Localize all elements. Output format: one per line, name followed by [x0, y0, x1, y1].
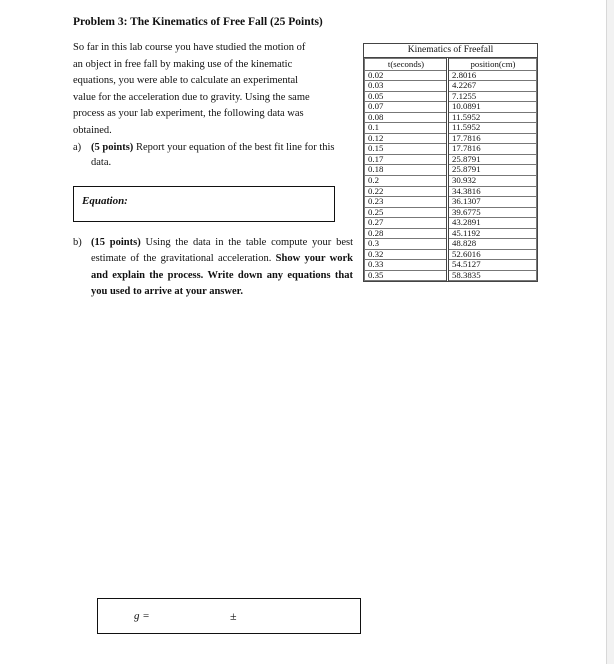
position-cell: 17.7816: [448, 144, 537, 155]
position-cell: 30.932: [448, 175, 537, 186]
part-b-text: Using the data in the table compute your best estimate of the gravitational acceleration.: [91, 237, 353, 265]
time-cell: 0.02: [365, 70, 448, 81]
table-row: [365, 165, 537, 176]
table-row: [365, 123, 537, 134]
time-cell: 0.28: [365, 228, 448, 239]
time-cell: 0.25: [365, 207, 448, 218]
table-row: [365, 175, 537, 186]
part-b-bold-text: Show your work and explain the process. Write down any equations that you used to arrive at your answer.: [91, 253, 354, 298]
time-cell: 0.17: [365, 154, 448, 165]
time-cell: 0.1: [365, 123, 448, 134]
table-row: [365, 112, 537, 123]
time-cell: 0.27: [365, 218, 448, 229]
time-cell: 0.22: [365, 186, 448, 197]
position-cell: 25.8791: [448, 165, 537, 176]
time-cell: 0.05: [365, 91, 448, 102]
time-cell: 0.12: [365, 133, 448, 144]
part-a-label: a): [73, 142, 82, 153]
time-cell: 0.03: [365, 81, 448, 92]
g-answer-box[interactable]: [97, 598, 361, 634]
data-table: [364, 58, 537, 281]
time-cell: 0.33: [365, 260, 448, 271]
time-cell: 0.32: [365, 249, 448, 260]
part-b-label: b): [73, 237, 82, 248]
table-row: [365, 239, 537, 250]
position-cell: 43.2891: [448, 218, 537, 229]
time-cell: 0.35: [365, 270, 448, 281]
col-header-time: t(seconds): [365, 59, 448, 71]
part-a-text: Report your equation of the best fit line for this data.: [91, 142, 335, 168]
position-cell: 10.0891: [448, 102, 537, 113]
table-row: [365, 197, 537, 208]
table-row: [365, 154, 537, 165]
part-a-body: [91, 140, 353, 170]
intro-line: obtained.: [73, 124, 112, 136]
table-row: [365, 228, 537, 239]
intro-line: equations, you were able to calculate an experimental: [73, 75, 299, 87]
part-a-points: (5 points): [91, 142, 134, 153]
time-cell: 0.15: [365, 144, 448, 155]
position-cell: 17.7816: [448, 133, 537, 144]
position-cell: 11.5952: [448, 112, 537, 123]
part-b-question: [73, 235, 353, 301]
table-row: [365, 102, 537, 113]
position-cell: 39.6775: [448, 207, 537, 218]
time-cell: 0.07: [365, 102, 448, 113]
position-cell: 52.6016: [448, 249, 537, 260]
position-cell: 4.2267: [448, 81, 537, 92]
table-row: [365, 144, 537, 155]
intro-line: So far in this lab course you have studied the motion of: [73, 42, 306, 53]
g-label: g =: [134, 610, 150, 622]
intro-line: an object in free fall by making use of the kinematic: [73, 58, 293, 70]
position-cell: 45.1192: [448, 228, 537, 239]
position-cell: 48.828: [448, 239, 537, 250]
table-row: [365, 270, 537, 281]
table-row: [365, 186, 537, 197]
table-row: [365, 260, 537, 271]
equation-answer-box[interactable]: [73, 186, 335, 222]
time-cell: 0.08: [365, 112, 448, 123]
table-row: [365, 207, 537, 218]
position-cell: 54.5127: [448, 260, 537, 271]
part-a-question: [73, 140, 353, 170]
table-row: [365, 218, 537, 229]
plus-minus-symbol: ±: [230, 609, 237, 623]
time-cell: 0.18: [365, 165, 448, 176]
part-b-body: [91, 235, 353, 301]
position-cell: 36.1307: [448, 197, 537, 208]
table-row: [365, 91, 537, 102]
freefall-data-table: [363, 43, 538, 282]
problem-title: Problem 3: The Kinematics of Free Fall (25 Points): [73, 16, 323, 28]
time-cell: 0.23: [365, 197, 448, 208]
table-row: [365, 249, 537, 260]
equation-label: Equation:: [82, 195, 128, 207]
position-cell: 34.3816: [448, 186, 537, 197]
intro-line: value for the acceleration due to gravity. Using the same: [73, 91, 310, 103]
position-cell: 11.5952: [448, 123, 537, 134]
table-row: [365, 133, 537, 144]
intro-line: process as your lab experiment, the following data was: [73, 108, 304, 120]
position-cell: 2.8016: [448, 70, 537, 81]
problem-intro: [73, 40, 345, 140]
table-row: [365, 81, 537, 92]
position-cell: 25.8791: [448, 154, 537, 165]
time-cell: 0.3: [365, 239, 448, 250]
col-header-position: position(cm): [448, 59, 537, 71]
table-title: Kinematics of Freefall: [364, 44, 537, 58]
position-cell: 7.1255: [448, 91, 537, 102]
part-b-points: (15 points): [91, 237, 141, 248]
position-cell: 58.3835: [448, 270, 537, 281]
table-row: [365, 70, 537, 81]
table-header-row: [365, 59, 537, 71]
time-cell: 0.2: [365, 175, 448, 186]
